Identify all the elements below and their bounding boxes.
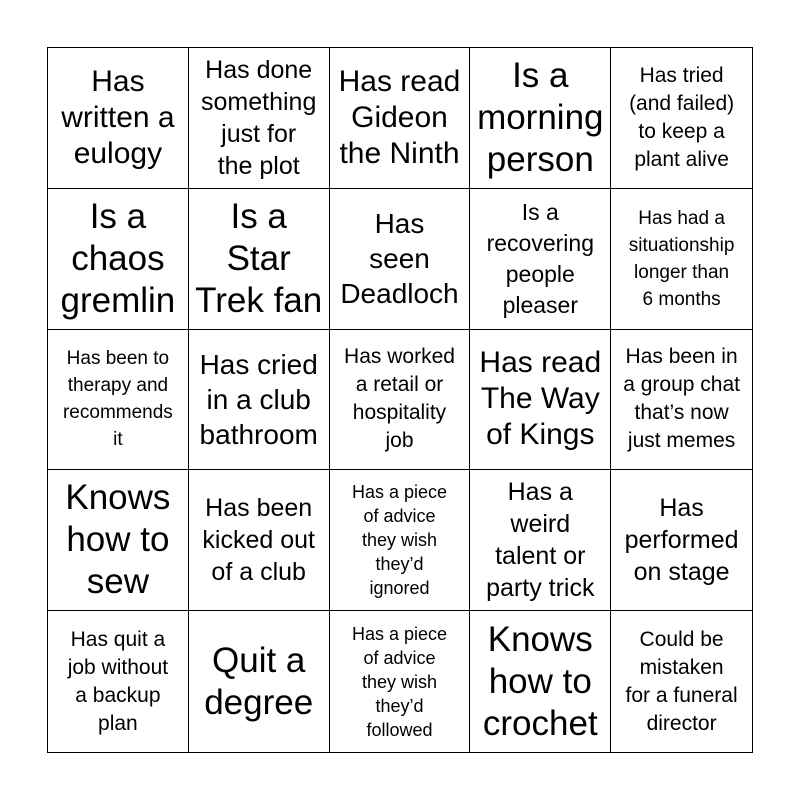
cell-text: Has been in a group chat that’s now just memes [623,345,740,453]
bingo-cell[interactable] [611,330,752,471]
bingo-cell[interactable] [330,611,471,752]
cell-text: Has a weird talent or party trick [486,478,595,603]
cell-text: Is a Star Trek fan [195,196,323,320]
bingo-cell[interactable] [48,611,189,752]
bingo-cell[interactable] [470,330,611,471]
bingo-cell[interactable] [470,470,611,611]
bingo-cell[interactable] [189,48,330,189]
bingo-board [47,47,753,753]
bingo-cell[interactable] [189,189,330,330]
cell-text: Has read The Way of Kings [479,346,602,452]
cell-text: Has performed on stage [624,494,739,587]
cell-text: Has cried in a club bathroom [199,348,318,450]
cell-text: Is a chaos gremlin [60,196,176,320]
cell-text: Has worked a retail or hospitality job [344,345,455,453]
cell-text: Has seen Deadloch [340,208,459,310]
bingo-cell[interactable] [48,189,189,330]
cell-text: Has had a situationship longer than 6 months [628,207,735,310]
bingo-cell[interactable] [611,189,752,330]
cell-text: Has done something just for the plot [201,55,317,180]
bingo-cell[interactable] [330,470,471,611]
cell-text: Has tried (and failed) to keep a plant alive [629,63,735,171]
bingo-cell[interactable] [611,48,752,189]
cell-text: Has a piece of advice they wish they’d ignored [351,482,448,599]
bingo-cell[interactable] [48,470,189,611]
bingo-cell[interactable] [330,48,471,189]
cell-text: Has read Gideon the Ninth [338,64,461,170]
cell-text: Is a morning person [477,55,604,179]
cell-text: Could be mistaken for a funeral director [625,627,738,735]
cell-text: Is a recovering people pleaser [486,198,594,318]
bingo-cell[interactable] [470,611,611,752]
bingo-cell[interactable] [611,470,752,611]
bingo-cell[interactable] [189,330,330,471]
bingo-cell[interactable] [470,48,611,189]
bingo-cell[interactable] [470,189,611,330]
cell-text: Has been to therapy and recommends it [62,348,173,451]
cell-text: Knows how to sew [65,478,171,602]
cell-text: Has quit a job without a backup plan [67,627,169,735]
bingo-cell[interactable] [189,611,330,752]
cell-text: Has written a eulogy [61,64,175,170]
bingo-cell[interactable] [48,48,189,189]
cell-text: Has been kicked out of a club [202,494,315,587]
cell-text: Quit a degree [204,640,314,722]
bingo-cell[interactable] [189,470,330,611]
bingo-cell[interactable] [611,611,752,752]
bingo-cell[interactable] [48,330,189,471]
bingo-cell[interactable] [330,189,471,330]
bingo-cell[interactable] [330,330,471,471]
cell-text: Knows how to crochet [482,619,598,743]
cell-text: Has a piece of advice they wish they’d followed [351,623,448,740]
